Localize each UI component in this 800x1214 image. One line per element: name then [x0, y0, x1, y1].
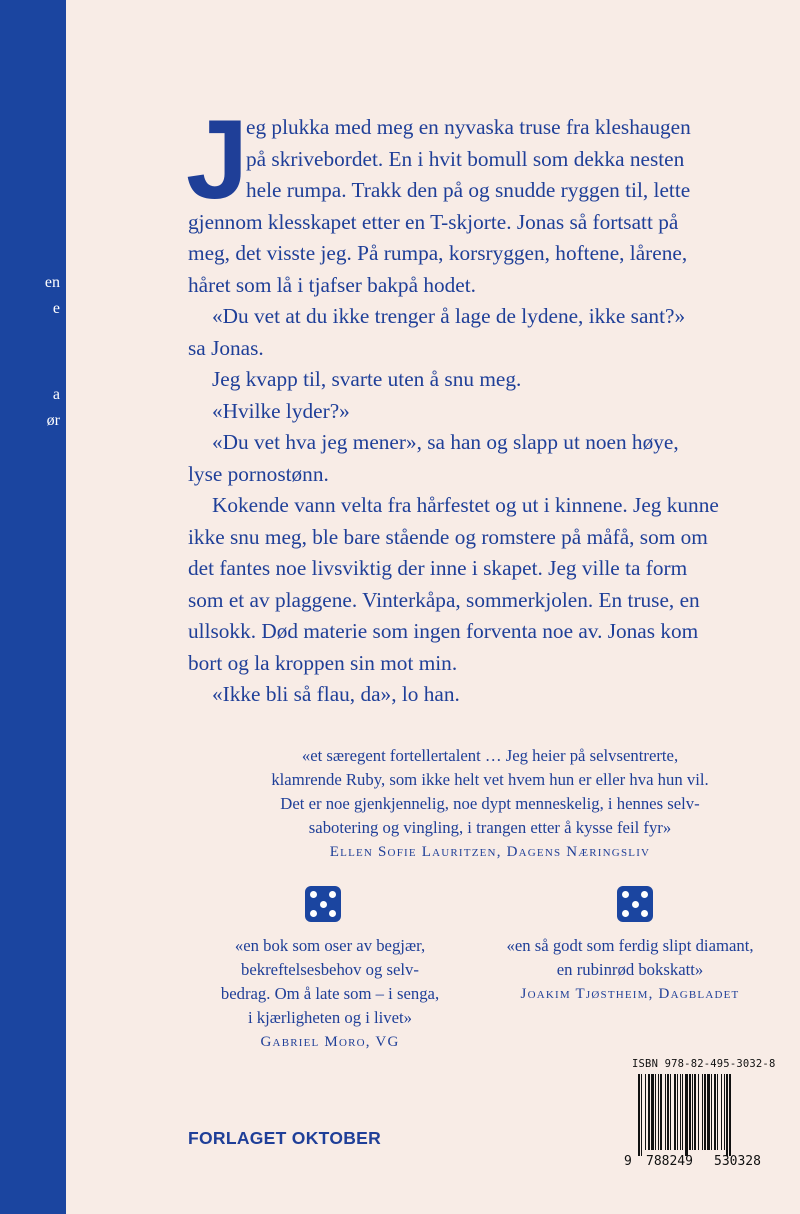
excerpt-line: ikke snu meg, ble bare stående og romstere på måfå, som om	[188, 524, 708, 549]
barcode-bar	[694, 1074, 696, 1150]
excerpt-line: håret som lå i tjafser bakpå hodet.	[188, 272, 476, 297]
excerpt-line: Jeg kvapp til, svarte uten å snu meg.	[212, 367, 522, 391]
barcode-bar	[680, 1074, 681, 1150]
barcode-bar	[692, 1074, 693, 1150]
excerpt-line: meg, det visste jeg. På rumpa, korsryggen, hoftene, lårene,	[188, 241, 688, 265]
excerpt-line: som et av plaggene. Vinterkåpa, sommerkjolen. En truse, en	[188, 587, 700, 612]
barcode-bar	[660, 1074, 662, 1150]
barcode-bar	[667, 1074, 669, 1150]
publisher-logo: FORLAGET OKTOBER	[188, 1128, 382, 1148]
excerpt-line: «Hvilke lyder?»	[212, 398, 350, 423]
barcode-bar	[641, 1074, 642, 1156]
barcode-bar	[729, 1074, 731, 1156]
barcode-bar	[704, 1074, 706, 1150]
review-line: «et særegent fortellertalent … Jeg heier på selvsentrerte,	[301, 746, 679, 765]
barcode-bar	[655, 1074, 656, 1150]
barcode-bar	[665, 1074, 666, 1150]
barcode-bars	[624, 1074, 776, 1156]
drop-cap: J	[186, 97, 249, 222]
review-line: «en så godt som ferdig slipt diamant,	[506, 936, 754, 955]
barcode-bar	[674, 1074, 676, 1150]
review-line: sabotering og vingling, i trangen etter å kysse feil fyr»	[308, 818, 672, 837]
spine-text-fragment: e	[52, 300, 60, 317]
barcode-bar	[721, 1074, 722, 1150]
barcode-bar	[689, 1074, 691, 1150]
excerpt-line: Kokende vann velta fra hårfestet og ut i kinnene. Jeg kunne	[212, 493, 719, 517]
barcode-bar	[658, 1074, 659, 1150]
excerpt-line: lyse pornostønn.	[188, 461, 329, 486]
isbn-digit-first: 9	[624, 1154, 632, 1169]
review-quote-tjostheim	[470, 934, 790, 1006]
spine-text-fragment: a	[52, 386, 60, 403]
excerpt-line: bort og la kroppen sin mot min.	[188, 650, 458, 675]
review-quote-lauritzen	[200, 744, 780, 864]
barcode-bar	[726, 1074, 728, 1156]
excerpt-line: på skrivebordet. En i hvit bomull som dekka nesten	[246, 146, 685, 171]
barcode-bar	[724, 1074, 725, 1150]
review-source: Joakim Tjøstheim, Dagbladet	[520, 986, 740, 1002]
isbn-digits-right: 530328	[714, 1154, 761, 1169]
review-source: Ellen Sofie Lauritzen, Dagens Næringsliv	[329, 844, 651, 860]
barcode-bar	[717, 1074, 718, 1150]
excerpt-text	[188, 112, 788, 711]
isbn-label: ISBN 978-82-495-3032-8	[632, 1058, 776, 1070]
excerpt-line: eg plukka med meg en nyvaska truse fra kleshaugen	[246, 115, 691, 139]
barcode-bar	[685, 1074, 688, 1156]
barcode-bar	[698, 1074, 699, 1150]
review-line: «en bok som oser av begjær,	[234, 936, 426, 955]
barcode-bar	[707, 1074, 710, 1150]
dice-five-icon	[305, 886, 341, 922]
isbn-barcode	[624, 1058, 776, 1214]
spine-strip	[0, 0, 66, 1214]
dice-five-icon	[617, 886, 653, 922]
excerpt-line: hele rumpa. Trakk den på og snudde ryggen til, lette	[246, 178, 691, 202]
barcode-bar	[714, 1074, 716, 1150]
isbn-digits-left: 788249	[646, 1154, 693, 1169]
barcode-bar	[711, 1074, 712, 1150]
review-line: klamrende Ruby, som ikke helt vet hvem hun er eller hva hun vil.	[271, 770, 709, 789]
excerpt-line: «Du vet hva jeg mener», sa han og slapp ut noen høye,	[212, 430, 679, 454]
review-line: bekreftelsesbehov og selv-	[241, 960, 419, 979]
barcode-bar	[682, 1074, 683, 1150]
excerpt-line: «Du vet at du ikke trenger å lage de lydene, ikke sant?»	[212, 304, 686, 328]
spine-text-fragment: en	[44, 274, 60, 291]
spine-text-fragment: ør	[46, 412, 60, 429]
barcode-bar	[670, 1074, 671, 1150]
review-line: en rubinrød bokskatt»	[556, 960, 704, 979]
excerpt-line: gjennom klesskapet etter en T-skjorte. Jonas så fortsatt på	[188, 209, 679, 234]
barcode-bar	[638, 1074, 640, 1156]
barcode-bar	[645, 1074, 646, 1150]
review-line: bedrag. Om å late som – i senga,	[220, 984, 440, 1003]
review-quote-moro	[180, 934, 480, 1054]
excerpt-line: det fantes noe livsviktig der inne i skapet. Jeg ville ta form	[188, 556, 688, 580]
barcode-bar	[677, 1074, 678, 1150]
review-line: Det er noe gjenkjennelig, noe dypt menneskelig, i hennes selv-	[280, 794, 700, 813]
barcode-bar	[648, 1074, 650, 1150]
barcode-bar	[651, 1074, 654, 1150]
review-line: i kjærligheten og i livet»	[247, 1008, 413, 1027]
excerpt-line: ullsokk. Død materie som ingen forventa noe av. Jonas kom	[188, 619, 699, 643]
review-source: Gabriel Moro, VG	[260, 1034, 400, 1050]
excerpt-line: «Ikke bli så flau, da», lo han.	[212, 682, 460, 706]
excerpt-line: sa Jonas.	[188, 335, 264, 360]
barcode-bar	[702, 1074, 703, 1150]
